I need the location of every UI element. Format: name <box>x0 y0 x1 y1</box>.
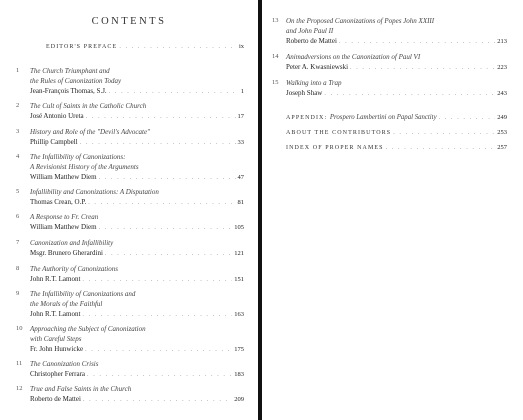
dot-leader <box>99 223 233 233</box>
chapter-title-continued: A Revisionist History of the Arguments <box>30 163 139 171</box>
chapter-author: Msgr. Brunero Gherardini <box>30 249 103 257</box>
chapter-number: 4 <box>16 153 20 160</box>
chapter-title: Canonization and Infallibility <box>30 239 114 247</box>
dot-leader <box>386 143 496 153</box>
right-page <box>262 0 523 420</box>
toc-entry <box>16 359 244 380</box>
chapter-title: The Infallibility of Canonizations and <box>30 290 136 298</box>
chapter-title: The Authority of Canonizations <box>30 265 118 273</box>
dot-leader <box>82 310 232 320</box>
chapter-number: 12 <box>16 385 23 392</box>
dot-leader <box>350 63 495 73</box>
appendix-title: Prospero Lambertini on Papal Sanctity <box>329 114 437 121</box>
chapter-number: 5 <box>16 188 20 195</box>
back-matter-label: INDEX OF PROPER NAMES <box>286 145 384 151</box>
chapter-title: On the Proposed Canonizations of Popes John XXIII <box>286 17 435 25</box>
chapter-title: True and False Saints in the Church <box>30 385 132 393</box>
dot-leader <box>109 87 239 97</box>
chapter-title: Infallibility and Canonizations: A Disputation <box>30 188 159 196</box>
chapter-author: Peter A. Kwasniewski <box>286 63 349 71</box>
page-number: 47 <box>237 174 244 181</box>
dot-leader <box>85 345 232 355</box>
page-number: 151 <box>234 276 244 283</box>
chapter-title: The Canonization Crisis <box>30 360 99 368</box>
dot-leader <box>99 173 236 183</box>
dot-leader <box>339 37 495 47</box>
toc-entry <box>272 16 507 47</box>
dot-leader <box>83 395 232 405</box>
dot-leader <box>88 198 235 208</box>
toc-entry <box>16 289 244 320</box>
toc-entry <box>272 78 507 99</box>
chapter-title: History and Role of the "Devil's Advocate" <box>30 128 150 136</box>
chapter-number: 1 <box>16 67 20 74</box>
chapter-author: Fr. John Hunwicke <box>30 345 84 353</box>
preface-label: EDITOR'S PREFACE <box>46 44 118 50</box>
contents-heading: CONTENTS <box>91 16 167 27</box>
appendix-entry <box>272 113 507 123</box>
page-number: 105 <box>234 224 244 231</box>
dot-leader <box>87 370 232 380</box>
chapter-title-continued: and John Paul II <box>286 27 334 35</box>
chapter-author: José Antonio Ureta <box>30 112 84 120</box>
dot-leader <box>80 138 236 148</box>
chapter-author: John R.T. Lamont <box>30 310 81 318</box>
dot-leader <box>393 128 495 138</box>
editors-preface-entry <box>16 42 244 52</box>
chapter-title-continued: with Careful Steps <box>30 335 82 343</box>
chapter-number: 3 <box>16 128 20 135</box>
toc-entry <box>16 212 244 233</box>
chapter-number: 2 <box>16 102 20 109</box>
page-number: 121 <box>234 250 244 257</box>
chapter-author: Roberto de Mattei <box>30 395 81 403</box>
page-number: ix <box>238 43 244 50</box>
chapter-number: 6 <box>16 213 20 220</box>
dot-leader <box>119 42 237 52</box>
chapter-number: 10 <box>16 325 23 332</box>
dot-leader <box>439 113 496 123</box>
chapter-title-continued: the Morals of the Faithful <box>30 300 103 308</box>
page-number: 163 <box>234 311 244 318</box>
page-number: 17 <box>237 113 244 120</box>
toc-entry <box>16 238 244 259</box>
chapter-author: Christopher Ferrara <box>30 370 86 378</box>
toc-entry <box>16 101 244 122</box>
page-number: 253 <box>497 129 507 136</box>
toc-entry <box>16 324 244 355</box>
chapter-number: 9 <box>16 290 20 297</box>
page-number: 81 <box>237 199 244 206</box>
page-number: 209 <box>234 396 244 403</box>
page-number: 213 <box>497 38 507 45</box>
chapter-title-continued: the Rules of Canonization Today <box>30 77 122 85</box>
toc-entry <box>16 187 244 208</box>
toc-entry <box>16 264 244 285</box>
chapter-title: Walking into a Trap <box>286 79 342 87</box>
page-number: 1 <box>240 88 244 95</box>
chapter-number: 8 <box>16 265 20 272</box>
dot-leader <box>324 89 495 99</box>
chapter-author: Phillip Campbell <box>30 138 78 146</box>
chapter-author: John R.T. Lamont <box>30 275 81 283</box>
chapter-number: 14 <box>272 53 279 60</box>
chapter-number: 7 <box>16 239 20 246</box>
toc-entry <box>16 384 244 405</box>
page-number: 175 <box>234 346 244 353</box>
toc-entry <box>16 152 244 183</box>
chapter-number: 13 <box>272 17 279 24</box>
chapter-author: William Matthew Diem <box>30 173 97 181</box>
dot-leader <box>105 249 232 259</box>
toc-entry <box>16 66 244 97</box>
page-number: 249 <box>497 114 507 121</box>
page-number: 183 <box>234 371 244 378</box>
chapter-author: Joseph Shaw <box>286 89 323 97</box>
back-matter-label: APPENDIX: Prospero Lambertini on Papal Sanctity <box>286 114 437 121</box>
chapter-number: 15 <box>272 79 279 86</box>
index-entry <box>272 143 507 153</box>
toc-entry <box>272 52 507 73</box>
chapter-author: Jean-François Thomas, S.J. <box>30 87 107 95</box>
dot-leader <box>86 112 236 122</box>
chapter-author: Thomas Crean, O.P. <box>30 198 87 206</box>
toc-entry <box>16 127 244 148</box>
contributors-entry <box>272 128 507 138</box>
chapter-title: The Church Triumphant and <box>30 67 110 75</box>
page-number: 257 <box>497 144 507 151</box>
back-matter-label: ABOUT THE CONTRIBUTORS <box>286 130 392 136</box>
chapter-title: A Response to Fr. Crean <box>30 213 99 221</box>
chapter-title: Animadversions on the Canonization of Paul VI <box>286 53 421 61</box>
chapter-title: The Cult of Saints in the Catholic Church <box>30 102 147 110</box>
page-number: 223 <box>497 64 507 71</box>
chapter-number: 11 <box>16 360 23 367</box>
chapter-title: The Infallibility of Canonizations: <box>30 153 126 161</box>
page-number: 33 <box>237 139 244 146</box>
left-page <box>0 0 258 420</box>
chapter-author: William Matthew Diem <box>30 223 97 231</box>
page-number: 243 <box>497 90 507 97</box>
chapter-author: Roberto de Mattei <box>286 37 337 45</box>
dot-leader <box>82 275 232 285</box>
chapter-title: Approaching the Subject of Canonization <box>30 325 146 333</box>
